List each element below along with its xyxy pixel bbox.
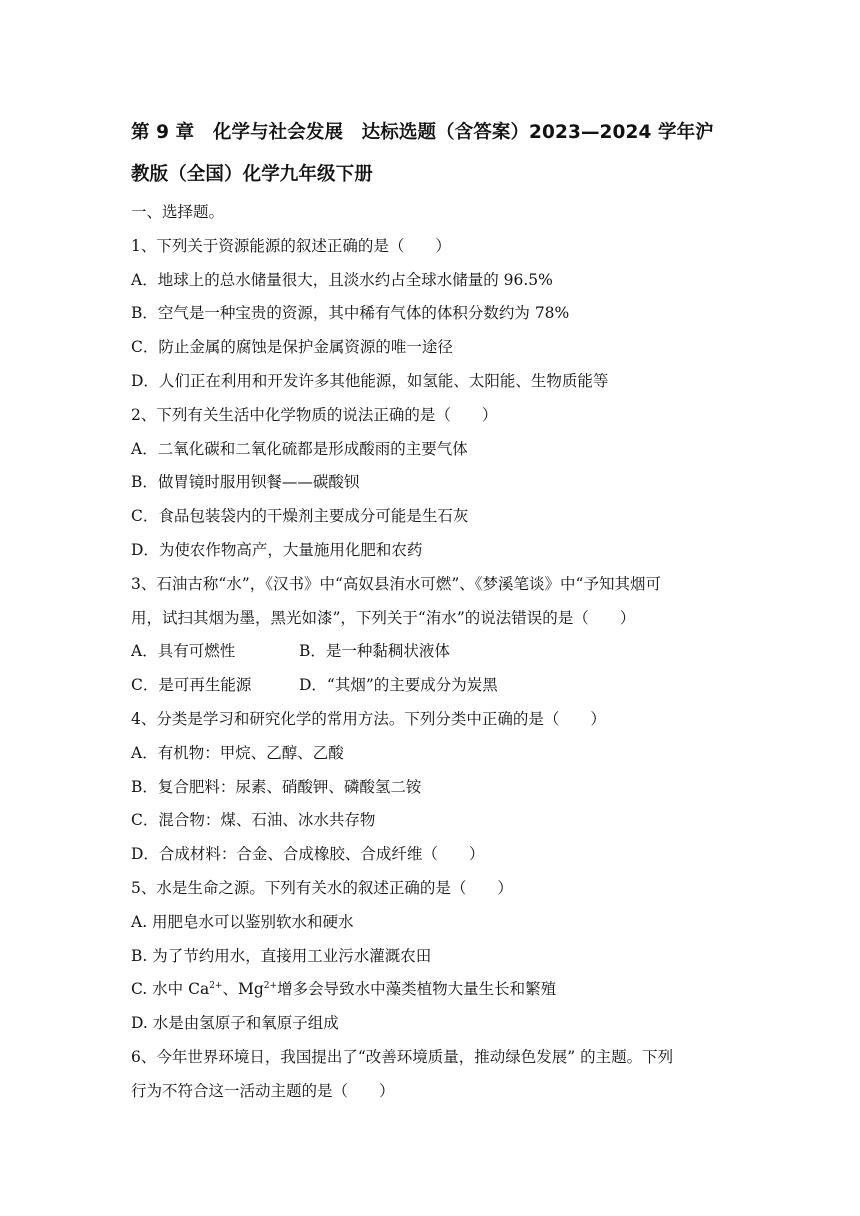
question-5-stem: 5、水是生命之源。下列有关水的叙述正确的是（ ）: [131, 878, 513, 897]
magnesium-charge: 2+: [263, 981, 278, 992]
document-page: [131, 112, 751, 1109]
question-2-option-a: A．二氧化碳和二氧化硫都是形成酸雨的主要气体: [131, 439, 468, 458]
question-5-option-a: A. 用肥皂水可以鉴别软水和硬水: [131, 912, 354, 931]
question-1-option-a: A．地球上的总水储量很大，且淡水约占全球水储量的 96.5%: [131, 270, 553, 289]
question-4-option-d: D．合成材料：合金、合成橡胶、合成纤维（ ）: [131, 845, 485, 864]
option-c-suffix: 增多会导致水中藻类植物大量生长和繁殖: [277, 980, 557, 999]
question-3-options-row-1: [131, 635, 751, 669]
question-5-option-b: B. 为了节约用水，直接用工业污水灌溉农田: [131, 946, 432, 965]
question-3-stem-line-1: 3、石油古称“水”，《汉书》中“高奴县洧水可燃”、《梦溪笔谈》中“予知其烟可: [131, 574, 661, 593]
document-title: [131, 112, 751, 196]
question-1-stem: 1、下列关于资源能源的叙述正确的是（ ）: [131, 236, 451, 255]
title-line-2: 教版（全国）化学九年级下册: [131, 164, 373, 185]
option-c-mid: 、Mg: [222, 980, 264, 999]
question-3-option-d: D．“其烟”的主要成分为炭黑: [299, 676, 498, 695]
question-2-option-c: C．食品包装袋内的干燥剂主要成分可能是生石灰: [131, 507, 469, 526]
question-1-option-c: C．防止金属的腐蚀是保护金属资源的唯一途径: [131, 338, 453, 357]
question-4-stem: 4、分类是学习和研究化学的常用方法。下列分类中正确的是（ ）: [131, 709, 606, 728]
question-5-option-c: [131, 973, 751, 1007]
question-3-option-a: A．具有可燃性: [131, 642, 236, 661]
calcium-charge: 2+: [209, 981, 223, 992]
question-6-stem-line-1: 6、今年世界环境日，我国提出了“改善环境质量，推动绿色发展” 的主题。下列: [131, 1047, 674, 1066]
question-3-stem-line-2: 用，试扫其烟为墨，黑光如漆”，下列关于“洧水”的说法错误的是（ ）: [131, 608, 636, 627]
question-4-option-a: A．有机物：甲烷、乙醇、乙酸: [131, 743, 344, 762]
question-3-option-c: C．是可再生能源: [131, 676, 252, 695]
question-6-stem-line-2: 行为不符合这一活动主题的是（ ）: [131, 1081, 395, 1100]
question-2-stem: 2、下列有关生活中化学物质的说法正确的是（ ）: [131, 405, 498, 424]
question-4-option-c: C．混合物：煤、石油、冰水共存物: [131, 811, 376, 830]
section-heading: 一、选择题。: [131, 203, 225, 221]
question-2-option-b: B．做胃镜时服用钡餐——碳酸钡: [131, 473, 360, 492]
question-3-option-b: B．是一种黏稠状液体: [299, 642, 450, 661]
question-2-option-d: D．为使农作物高产，大量施用化肥和农药: [131, 540, 423, 559]
question-5-option-d: D. 水是由氢原子和氧原子组成: [131, 1014, 339, 1033]
title-line-1: 第 9 章 化学与社会发展 达标选题（含答案）2023—2024 学年沪: [131, 122, 714, 143]
question-4-option-b: B．复合肥料：尿素、硝酸钾、磷酸氢二铵: [131, 777, 422, 796]
question-1-option-b: B．空气是一种宝贵的资源，其中稀有气体的体积分数约为 78%: [131, 304, 570, 323]
question-3-options-row-2: [131, 669, 751, 703]
question-1-option-d: D．人们正在利用和开发许多其他能源，如氢能、太阳能、生物质能等: [131, 371, 609, 390]
option-c-prefix: C. 水中 Ca: [131, 980, 210, 999]
